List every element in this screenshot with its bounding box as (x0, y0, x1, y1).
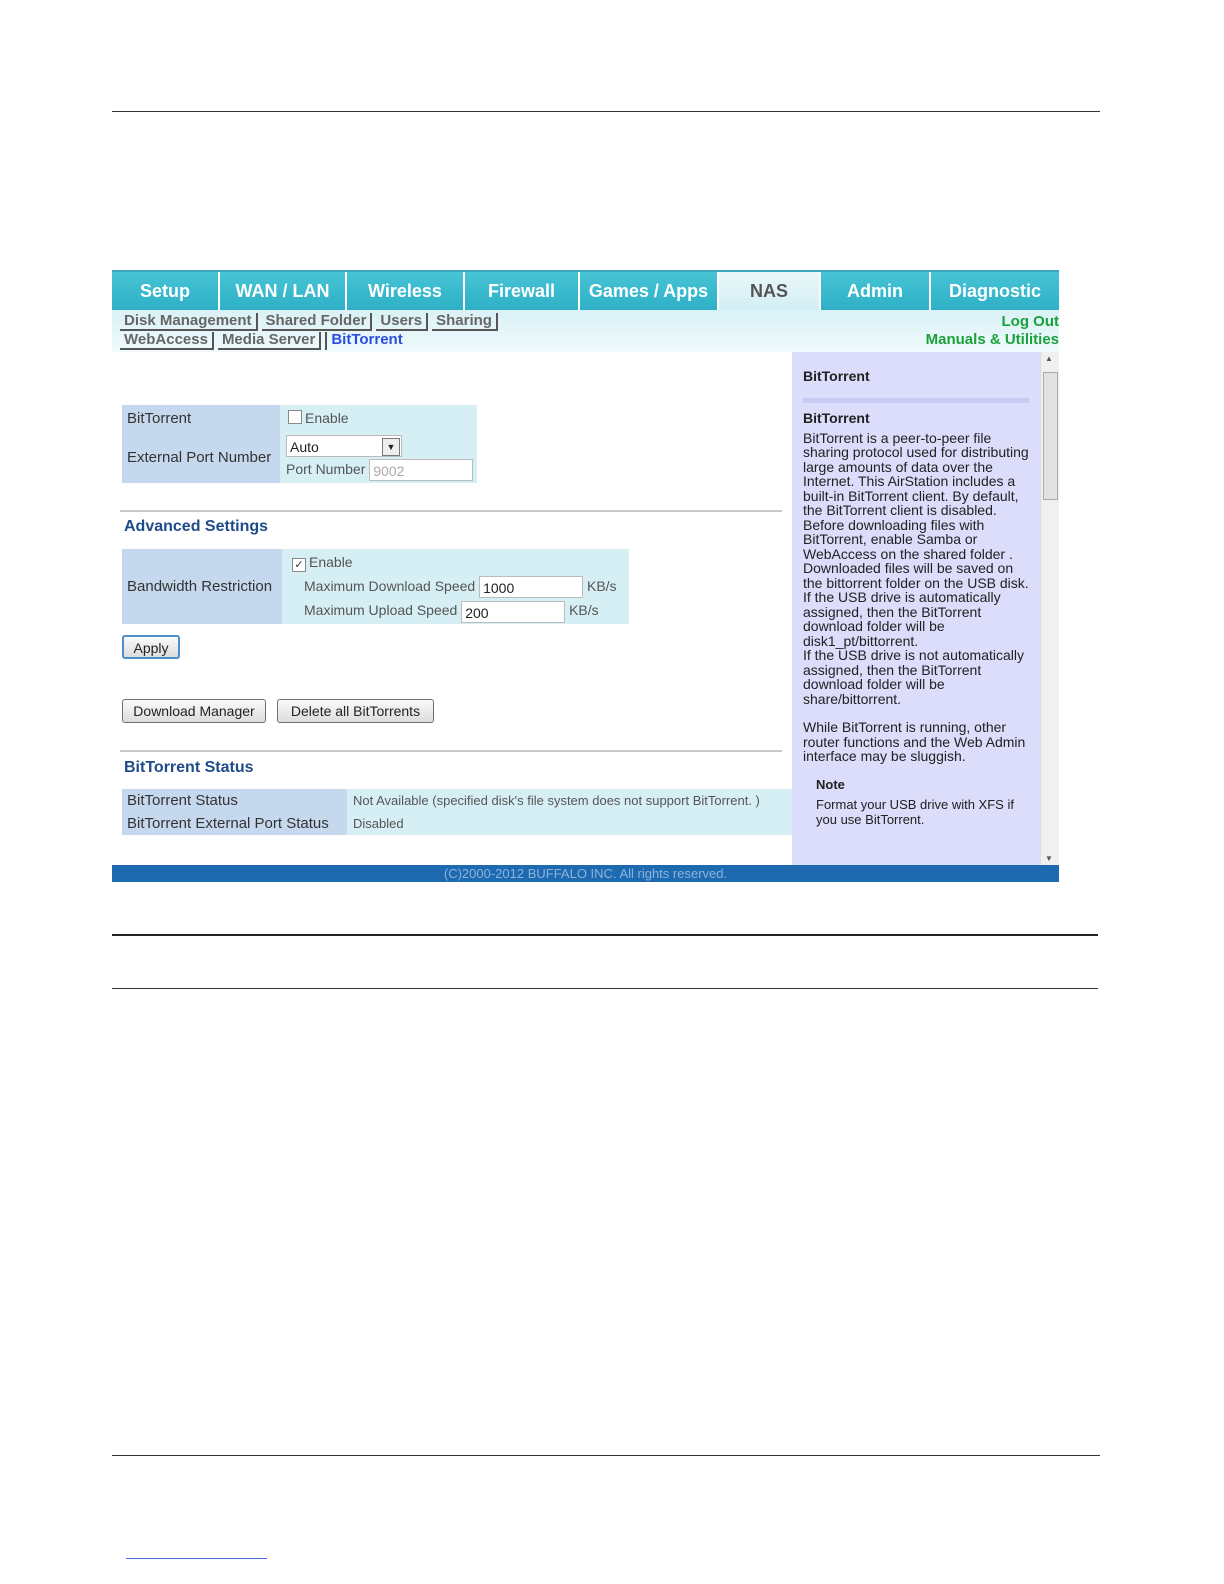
advanced-settings-title: Advanced Settings (124, 518, 269, 535)
tab-wan-lan[interactable]: WAN / LAN (220, 272, 347, 310)
help-paragraph-1: BitTorrent is a peer-to-peer file sharing protocol used for distributing large amounts of data over the Internet. This AirStation includes a built-in BitTorrent client. By default, the BitTorrent client is disabled. (803, 429, 1029, 518)
chevron-down-icon: ▼ (382, 438, 400, 456)
tab-wireless[interactable]: Wireless (347, 272, 465, 310)
scroll-up-icon[interactable]: ▲ (1045, 354, 1053, 363)
max-upload-label: Maximum Upload Speed (304, 602, 458, 619)
tab-admin[interactable]: Admin (821, 272, 931, 310)
logout-link[interactable]: Log Out (1001, 313, 1059, 330)
tab-games-apps[interactable]: Games / Apps (580, 272, 719, 310)
header-rule (112, 111, 1100, 112)
subnav-users[interactable]: Users (376, 313, 428, 331)
status-value: Not Available (specified disk's file system does not support BitTorrent. ) (347, 789, 792, 812)
port-mode-select[interactable] (286, 435, 402, 457)
help-note-text: Format your USB drive with XFS if you use BitTorrent. (816, 797, 1014, 827)
status-table (122, 789, 792, 835)
ext-port-status-value: Disabled (347, 812, 792, 835)
apply-button[interactable]: Apply (122, 635, 180, 659)
footer-rule (112, 1455, 1100, 1456)
router-admin-window (112, 270, 1059, 882)
bandwidth-enable-checkbox[interactable]: ✓ (292, 558, 306, 572)
subnav-media-server[interactable]: Media Server (218, 332, 321, 350)
manuals-utilities-link[interactable]: Manuals & Utilities (925, 331, 1059, 348)
help-divider (803, 398, 1029, 403)
bandwidth-table (122, 549, 629, 624)
section-divider (120, 510, 782, 512)
bandwidth-restriction-label: Bandwidth Restriction (122, 549, 282, 624)
separator-rule-2 (112, 988, 1098, 989)
scroll-thumb[interactable] (1043, 372, 1058, 500)
tab-firewall[interactable]: Firewall (465, 272, 580, 310)
bandwidth-enable-label: Enable (309, 554, 353, 570)
help-scrollbar[interactable] (1040, 352, 1059, 865)
subnav-webaccess[interactable]: WebAccess (120, 332, 214, 350)
subnav-disk-management[interactable]: Disk Management (120, 313, 258, 331)
bittorrent-enable-label: Enable (305, 410, 349, 426)
separator-rule-1 (112, 934, 1098, 936)
upload-unit: KB/s (569, 602, 599, 619)
help-paragraph-3: If the USB drive is not automatically assigned, then the BitTorrent download folder will be share/bittorrent. (803, 647, 1024, 707)
main-content (112, 352, 792, 865)
help-panel (792, 352, 1059, 865)
tab-diagnostic[interactable]: Diagnostic (931, 272, 1059, 310)
copyright-footer: (C)2000-2012 BUFFALO INC. All rights reserved. (112, 865, 1059, 882)
sub-navigation (112, 310, 1059, 352)
main-tab-bar (112, 272, 1059, 310)
ext-port-status-label: BitTorrent External Port Status (122, 812, 347, 835)
status-label: BitTorrent Status (122, 789, 347, 812)
max-download-label: Maximum Download Speed (304, 578, 476, 594)
scroll-down-icon[interactable]: ▼ (1045, 854, 1053, 863)
help-note-title: Note (816, 776, 845, 792)
help-subtitle: BitTorrent (803, 410, 870, 426)
help-paragraph-2: Before downloading files with BitTorrent, enable Samba or WebAccess on the shared folder . Downloaded files will be saved on the bittorrent folder on the USB disk. If the USB drive is automatically assigned, then the BitTorrent download folder will be disk1_pt/bittorrent. (803, 516, 1029, 649)
subnav-sharing[interactable]: Sharing (432, 313, 498, 331)
help-paragraph-4: While BitTorrent is running, other router functions and the Web Admin interface may be sluggish. (803, 719, 1026, 764)
max-upload-input[interactable]: 200 (461, 601, 565, 623)
delete-all-bittorrents-button[interactable]: Delete all BitTorrents (277, 699, 434, 723)
footnote-rule (126, 1558, 267, 1559)
subnav-bittorrent[interactable]: BitTorrent (325, 332, 406, 350)
help-title: BitTorrent (803, 368, 870, 384)
bittorrent-settings-table (122, 405, 477, 483)
status-divider (120, 750, 782, 752)
max-download-input[interactable]: 1000 (479, 576, 583, 598)
download-manager-button[interactable]: Download Manager (122, 699, 266, 723)
external-port-label: External Port Number (122, 431, 280, 483)
port-mode-value: Auto (290, 439, 319, 455)
download-unit: KB/s (586, 578, 617, 594)
port-number-input[interactable]: 9002 (369, 459, 473, 481)
port-number-label: Port Number (286, 461, 366, 477)
subnav-shared-folder[interactable]: Shared Folder (262, 313, 373, 331)
bittorrent-enable-checkbox[interactable] (288, 410, 302, 424)
bittorrent-label: BitTorrent (122, 405, 280, 431)
bittorrent-status-title: BitTorrent Status (124, 759, 254, 776)
tab-setup[interactable]: Setup (112, 272, 220, 310)
tab-nas[interactable]: NAS (719, 272, 821, 310)
